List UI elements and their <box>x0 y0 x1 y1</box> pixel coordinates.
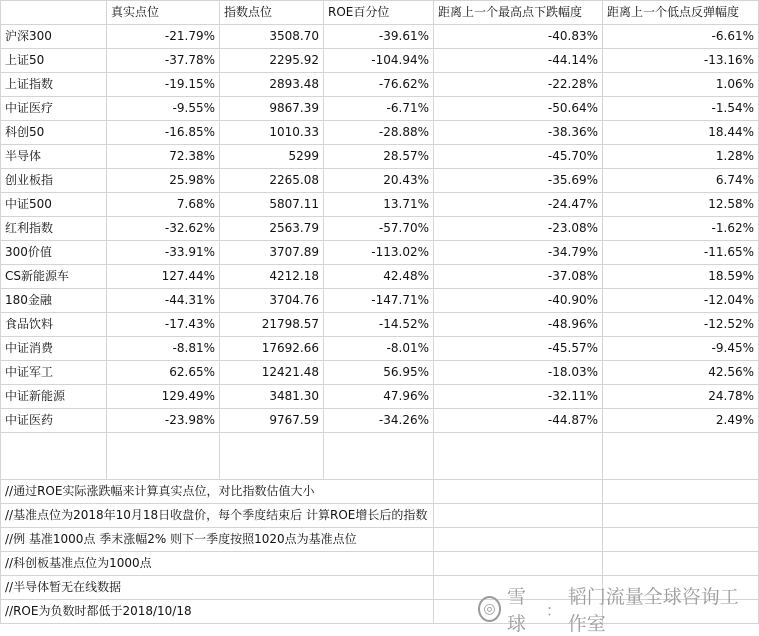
table-row <box>1 25 759 49</box>
data-cell[interactable]: 2.49% <box>603 409 759 433</box>
data-cell[interactable]: 13.71% <box>324 193 434 217</box>
data-cell[interactable]: -18.03% <box>434 361 603 385</box>
data-cell[interactable]: -57.70% <box>324 217 434 241</box>
data-cell[interactable]: -6.61% <box>603 25 759 49</box>
data-cell[interactable]: -16.85% <box>107 121 220 145</box>
data-cell[interactable]: -33.91% <box>107 241 220 265</box>
empty-cell[interactable] <box>434 504 603 528</box>
watermark-separator: ： <box>545 600 562 620</box>
table-row <box>1 193 759 217</box>
empty-cell[interactable] <box>107 433 220 480</box>
row-name-cell[interactable]: 中证医疗 <box>1 97 107 121</box>
data-cell[interactable]: -1.62% <box>603 217 759 241</box>
empty-cell[interactable] <box>434 576 603 600</box>
data-cell[interactable]: -22.28% <box>434 73 603 97</box>
data-cell[interactable]: -45.70% <box>434 145 603 169</box>
data-cell[interactable]: -8.01% <box>324 337 434 361</box>
header-row <box>1 1 759 25</box>
row-name-cell[interactable]: 创业板指 <box>1 169 107 193</box>
data-cell[interactable]: 129.49% <box>107 385 220 409</box>
table-row <box>1 409 759 433</box>
data-cell[interactable]: -23.08% <box>434 217 603 241</box>
empty-cell[interactable] <box>324 576 434 600</box>
note-row <box>1 552 759 576</box>
row-name-cell[interactable]: 中证消费 <box>1 337 107 361</box>
data-cell[interactable]: -48.96% <box>434 313 603 337</box>
watermark-author: 韬门流量全球咨询工作室 <box>567 586 739 635</box>
empty-cell[interactable] <box>324 552 434 576</box>
row-name-cell[interactable]: 180金融 <box>1 289 107 313</box>
data-cell[interactable]: -1.54% <box>603 97 759 121</box>
data-cell[interactable]: 18.44% <box>603 121 759 145</box>
data-cell[interactable]: 25.98% <box>107 169 220 193</box>
header-cell-real-level[interactable]: 真实点位 <box>107 1 220 25</box>
data-cell[interactable]: 21798.57 <box>220 313 324 337</box>
empty-cell[interactable] <box>603 576 759 600</box>
row-name-cell[interactable]: 中证500 <box>1 193 107 217</box>
note-row <box>1 600 759 624</box>
snowball-logo-icon: ◎ <box>478 596 501 622</box>
empty-row <box>1 433 759 480</box>
data-cell[interactable]: -9.45% <box>603 337 759 361</box>
table-row <box>1 169 759 193</box>
data-cell[interactable]: -39.61% <box>324 25 434 49</box>
data-cell[interactable]: -32.11% <box>434 385 603 409</box>
row-name-cell[interactable]: 300价值 <box>1 241 107 265</box>
data-cell[interactable]: 12.58% <box>603 193 759 217</box>
table-row <box>1 289 759 313</box>
data-cell[interactable]: -40.83% <box>434 25 603 49</box>
data-cell[interactable]: 17692.66 <box>220 337 324 361</box>
empty-cell[interactable] <box>1 433 107 480</box>
data-cell[interactable]: 3704.76 <box>220 289 324 313</box>
header-cell-rebound-from-low[interactable]: 距离上一个低点反弹幅度 <box>603 1 759 25</box>
table-row <box>1 49 759 73</box>
empty-cell[interactable] <box>603 433 759 480</box>
data-cell[interactable]: -44.87% <box>434 409 603 433</box>
data-cell[interactable]: 20.43% <box>324 169 434 193</box>
data-cell[interactable]: -28.88% <box>324 121 434 145</box>
data-cell[interactable]: 3481.30 <box>220 385 324 409</box>
data-cell[interactable]: 47.96% <box>324 385 434 409</box>
empty-cell[interactable] <box>434 480 603 504</box>
empty-cell[interactable] <box>324 433 434 480</box>
data-cell[interactable]: 1.06% <box>603 73 759 97</box>
note-row <box>1 576 759 600</box>
empty-cell[interactable] <box>434 552 603 576</box>
empty-cell[interactable] <box>434 433 603 480</box>
data-cell[interactable]: 1.28% <box>603 145 759 169</box>
data-cell[interactable]: -6.71% <box>324 97 434 121</box>
data-cell[interactable]: -44.14% <box>434 49 603 73</box>
data-cell[interactable]: -104.94% <box>324 49 434 73</box>
data-cell[interactable]: -38.36% <box>434 121 603 145</box>
table-row <box>1 241 759 265</box>
empty-cell[interactable] <box>603 480 759 504</box>
header-cell-drop-from-high[interactable]: 距离上一个最高点下跌幅度 <box>434 1 603 25</box>
data-cell[interactable]: -14.52% <box>324 313 434 337</box>
data-cell[interactable]: 56.95% <box>324 361 434 385</box>
row-name-cell[interactable]: 中证新能源 <box>1 385 107 409</box>
empty-cell[interactable] <box>603 552 759 576</box>
row-name-cell[interactable]: 科创50 <box>1 121 107 145</box>
table-row <box>1 145 759 169</box>
data-cell[interactable]: -12.52% <box>603 313 759 337</box>
header-cell-index-level[interactable]: 指数点位 <box>220 1 324 25</box>
data-cell[interactable]: -17.43% <box>107 313 220 337</box>
data-cell[interactable]: 2265.08 <box>220 169 324 193</box>
data-cell[interactable]: 18.59% <box>603 265 759 289</box>
row-name-cell[interactable]: 红利指数 <box>1 217 107 241</box>
data-cell[interactable]: 2893.48 <box>220 73 324 97</box>
data-cell[interactable]: 1010.33 <box>220 121 324 145</box>
note-row <box>1 504 759 528</box>
data-cell[interactable]: -12.04% <box>603 289 759 313</box>
empty-cell[interactable] <box>220 433 324 480</box>
data-cell[interactable]: -44.31% <box>107 289 220 313</box>
header-cell-roe-percentile[interactable]: ROE百分位 <box>324 1 434 25</box>
data-cell[interactable]: 3707.89 <box>220 241 324 265</box>
empty-cell[interactable] <box>603 600 759 624</box>
data-cell[interactable]: 6.74% <box>603 169 759 193</box>
empty-cell[interactable] <box>603 504 759 528</box>
note-cell[interactable]: //ROE为负数时都低于2018/10/18 <box>1 600 324 624</box>
note-cell[interactable]: //基准点位为2018年10月18日收盘价，每个季度结束后 计算ROE增长后的指数 <box>1 504 324 528</box>
row-name-cell[interactable]: 上证50 <box>1 49 107 73</box>
data-cell[interactable]: 72.38% <box>107 145 220 169</box>
note-row <box>1 528 759 552</box>
data-cell[interactable]: -21.79% <box>107 25 220 49</box>
data-cell[interactable]: -34.26% <box>324 409 434 433</box>
data-cell[interactable]: 2295.92 <box>220 49 324 73</box>
data-cell[interactable]: -23.98% <box>107 409 220 433</box>
note-cell[interactable]: //通过ROE实际涨跌幅来计算真实点位，对比指数估值大小 <box>1 480 324 504</box>
data-cell[interactable]: -19.15% <box>107 73 220 97</box>
data-cell[interactable]: 62.65% <box>107 361 220 385</box>
table-row <box>1 337 759 361</box>
table-row <box>1 313 759 337</box>
empty-cell[interactable] <box>324 600 434 624</box>
data-cell[interactable]: 127.44% <box>107 265 220 289</box>
data-cell[interactable]: -13.16% <box>603 49 759 73</box>
data-cell[interactable]: -9.55% <box>107 97 220 121</box>
data-cell[interactable]: -147.71% <box>324 289 434 313</box>
data-cell[interactable]: -24.47% <box>434 193 603 217</box>
table-row <box>1 97 759 121</box>
data-cell[interactable]: 42.48% <box>324 265 434 289</box>
note-cell[interactable]: //半导体暂无在线数据 <box>1 576 324 600</box>
empty-cell[interactable] <box>434 600 603 624</box>
data-cell[interactable]: 4212.18 <box>220 265 324 289</box>
data-cell[interactable]: -35.69% <box>434 169 603 193</box>
watermark-brand: 雪球 <box>506 586 526 635</box>
data-cell[interactable]: -113.02% <box>324 241 434 265</box>
row-name-cell[interactable]: 上证指数 <box>1 73 107 97</box>
table-row <box>1 385 759 409</box>
data-cell[interactable]: -32.62% <box>107 217 220 241</box>
data-cell[interactable]: -11.65% <box>603 241 759 265</box>
empty-cell[interactable] <box>603 528 759 552</box>
data-cell[interactable]: -45.57% <box>434 337 603 361</box>
row-name-cell[interactable]: CS新能源车 <box>1 265 107 289</box>
row-name-cell[interactable]: 半导体 <box>1 145 107 169</box>
table-row <box>1 361 759 385</box>
note-cell[interactable]: //科创板基准点位为1000点 <box>1 552 324 576</box>
data-cell[interactable]: 24.78% <box>603 385 759 409</box>
data-cell[interactable]: 7.68% <box>107 193 220 217</box>
note-row <box>1 480 759 504</box>
data-cell[interactable]: 3508.70 <box>220 25 324 49</box>
table-row <box>1 217 759 241</box>
data-cell[interactable]: 5807.11 <box>220 193 324 217</box>
data-cell[interactable]: 9767.59 <box>220 409 324 433</box>
data-cell[interactable]: -34.79% <box>434 241 603 265</box>
row-name-cell[interactable]: 食品饮料 <box>1 313 107 337</box>
data-cell[interactable]: -40.90% <box>434 289 603 313</box>
row-name-cell[interactable]: 中证军工 <box>1 361 107 385</box>
table-row <box>1 265 759 289</box>
data-cell[interactable]: -76.62% <box>324 73 434 97</box>
empty-cell[interactable] <box>434 528 603 552</box>
data-cell[interactable]: -50.64% <box>434 97 603 121</box>
empty-cell[interactable] <box>324 480 434 504</box>
data-cell[interactable]: 9867.39 <box>220 97 324 121</box>
row-name-cell[interactable]: 中证医药 <box>1 409 107 433</box>
header-cell-name[interactable] <box>1 1 107 25</box>
data-cell[interactable]: 12421.48 <box>220 361 324 385</box>
table-row <box>1 73 759 97</box>
data-cell[interactable]: 2563.79 <box>220 217 324 241</box>
data-cell[interactable]: -8.81% <box>107 337 220 361</box>
spreadsheet-body <box>1 1 759 624</box>
note-cell[interactable]: //例 基准1000点 季末涨幅2% 则下一季度按照1020点为基准点位 <box>1 528 324 552</box>
data-cell[interactable]: -37.08% <box>434 265 603 289</box>
table-row <box>1 121 759 145</box>
data-cell[interactable]: -37.78% <box>107 49 220 73</box>
data-cell[interactable]: 5299 <box>220 145 324 169</box>
data-cell[interactable]: 42.56% <box>603 361 759 385</box>
row-name-cell[interactable]: 沪深300 <box>1 25 107 49</box>
data-cell[interactable]: 28.57% <box>324 145 434 169</box>
